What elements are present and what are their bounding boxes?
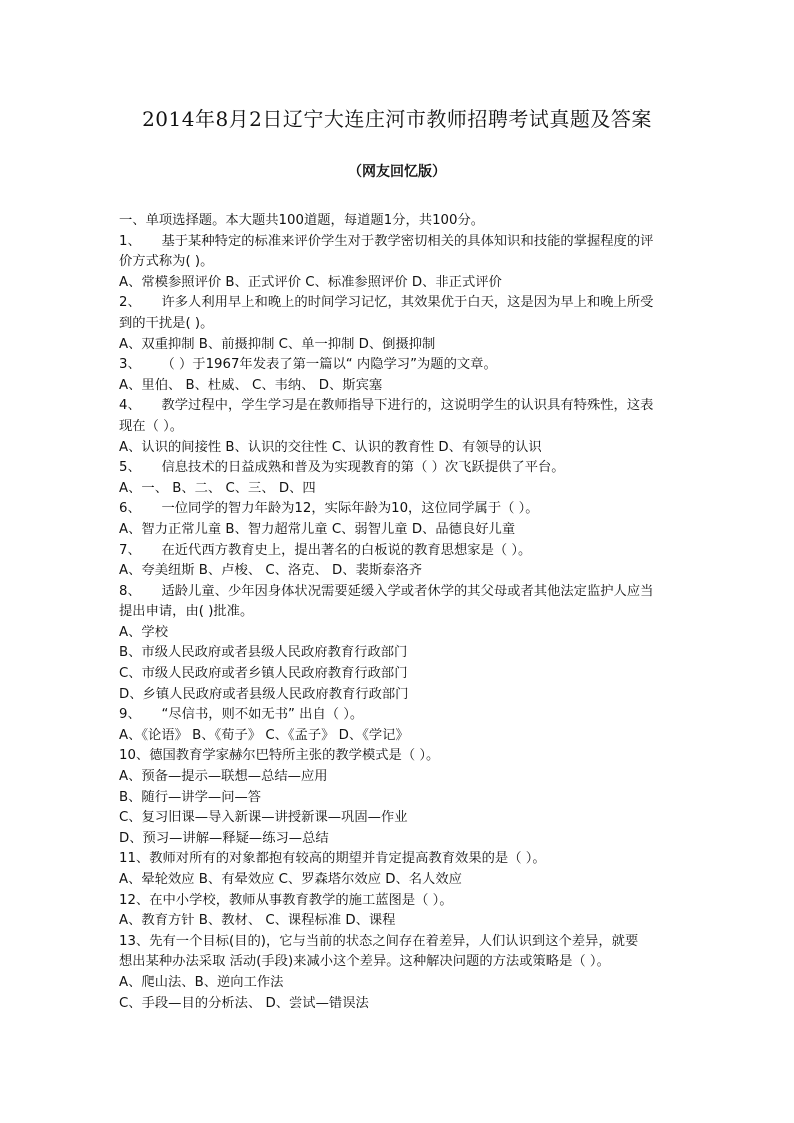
question-number: 5、: [119, 460, 141, 476]
question-stem-text: （ ）于1967年发表了第一篇以“ 内隐学习”为题的文章。: [161, 357, 497, 373]
question-stem-text: 基于某种特定的标准来评价学生对于教学密切相关的具体知识和技能的掌握程度的评: [161, 233, 654, 249]
question-stem-text: 13、先有一个目标(目的)，它与当前的状态之间存在着差异，人们认识到这个差异，就要: [119, 933, 639, 949]
answer-options-line: C、手段—目的分析法、 D、尝试—错误法: [119, 995, 369, 1011]
question-stem-line: [119, 499, 681, 520]
answer-options-line: A、爬山法、B、逆向工作法: [119, 974, 284, 990]
answer-options-line: B、市级人民政府或者县级人民政府教育行政部门: [119, 645, 408, 661]
question-number: 2、: [119, 295, 141, 311]
question-number: 9、: [119, 707, 141, 723]
question-stem-text: 适龄儿童、少年因身体状况需要延缓入学或者休学的其父母或者其他法定监护人应当: [161, 583, 654, 599]
question-stem-line: [119, 932, 681, 953]
answer-options-line: A、晕轮效应 B、有晕效应 C、罗森塔尔效应 D、名人效应: [119, 872, 462, 887]
question-stem-line: [119, 849, 681, 870]
question-number: 1、: [119, 233, 141, 249]
question-stem-line: [119, 232, 681, 253]
answer-options-line: A、一、 B、二、 C、三、 D、四: [119, 480, 316, 496]
question-number: 8、: [119, 583, 141, 599]
answer-options-line: A、智力正常儿童 B、智力超常儿童 C、弱智儿童 D、品德良好儿童: [119, 521, 516, 537]
question-stem-line: [119, 417, 681, 438]
answer-options-line: A、《论语》 B、《荀子》 C、《孟子》 D、《学记》: [119, 727, 409, 743]
answer-options-line: A、学校: [119, 624, 168, 640]
answer-options-line: A、预备—提示—联想—总结—应用: [119, 769, 328, 785]
question-stem-text: 到的干扰是( )。: [119, 315, 214, 331]
question-stem-line: [119, 355, 681, 376]
question-stem-text: 许多人利用早上和晚上的时间学习记忆，其效果优于白天，这是因为早上和晚上所受: [161, 295, 654, 311]
question-stem-line: [119, 952, 681, 973]
answer-options-line: B、随行—讲学—问—答: [119, 789, 262, 805]
answer-options-line: A、夸美纽斯 B、卢梭、 C、洛克、 D、裴斯泰洛齐: [119, 563, 423, 579]
question-number: 3、: [119, 357, 141, 373]
question-stem-line: [119, 458, 681, 479]
question-stem-line: [119, 252, 681, 273]
question-stem-text: 信息技术的日益成熟和普及为实现教育的第（ ）次飞跃提供了平台。: [161, 460, 565, 476]
question-stem-text: 10、德国教育学家赫尔巴特所主张的教学模式是（ ）。: [119, 748, 440, 764]
question-stem-text: “尽信书，则不如无书” 出自（ ）。: [161, 707, 364, 723]
answer-options-line: A、常模参照评价 B、正式评价 C、标准参照评价 D、非正式评价: [119, 274, 502, 290]
answer-options-line: A、双重抑制 B、前摄抑制 C、单一抑制 D、倒摄抑制: [119, 336, 436, 352]
question-number: 7、: [119, 542, 141, 558]
question-number: 4、: [119, 398, 141, 414]
question-stem-line: [119, 293, 681, 314]
question-stem-line: [119, 314, 681, 335]
question-stem-line: [119, 602, 681, 623]
answer-options-line: D、乡镇人民政府或者县级人民政府教育行政部门: [119, 686, 409, 702]
question-stem-line: [119, 705, 681, 726]
answer-options-line: D、预习—讲解—释疑—练习—总结: [119, 830, 329, 846]
question-stem-text: 现在（ ）。: [119, 418, 184, 434]
question-stem-line: [119, 582, 681, 603]
question-stem-line: [119, 746, 681, 767]
question-stem-text: 提出申请，由( )批准。: [119, 604, 254, 620]
section-heading: 一、单项选择题。本大题共100道题，每道题1分，共100分。: [119, 213, 485, 228]
answer-options-line: A、教育方针 B、教材、 C、课程标准 D、课程: [119, 913, 396, 929]
answer-options-line: A、认识的间接性 B、认识的交往性 C、认识的教育性 D、有领导的认识: [119, 439, 542, 455]
question-stem-line: [119, 541, 681, 562]
question-stem-text: 在近代西方教育史上，提出著名的白板说的教育思想家是（ ）。: [161, 542, 532, 558]
question-stem-text: 一位同学的智力年龄为12，实际年龄为10，这位同学属于（ ）。: [161, 501, 539, 517]
answer-options-line: C、复习旧课—导入新课—讲授新课—巩固—作业: [119, 810, 408, 826]
question-number: 6、: [119, 501, 141, 517]
page-title: 2014年8月2日辽宁大连庄河市教师招聘考试真题及答案: [142, 107, 652, 131]
page-subtitle: （网友回忆版）: [348, 164, 446, 180]
question-stem-line: [119, 891, 681, 912]
question-stem-text: 想出某种办法采取 活动(手段)来减小这个差异。这种解决问题的方法或策略是（ ）。: [119, 954, 610, 970]
question-stem-text: 11、教师对所有的对象都抱有较高的期望并肯定提高教育效果的是（ ）。: [119, 851, 546, 867]
question-stem-text: 12、在中小学校，教师从事教育教学的施工蓝图是（ ）。: [119, 892, 453, 908]
answer-options-line: C、市级人民政府或者乡镇人民政府教育行政部门: [119, 666, 408, 682]
question-stem-text: 教学过程中，学生学习是在教师指导下进行的，这说明学生的认识具有特殊性，这表: [161, 398, 654, 414]
question-stem-line: [119, 396, 681, 417]
question-list: [119, 211, 681, 1014]
question-stem-text: 价方式称为( )。: [119, 254, 214, 270]
answer-options-line: A、里伯、 B、杜威、 C、韦纳、 D、斯宾塞: [119, 377, 383, 393]
